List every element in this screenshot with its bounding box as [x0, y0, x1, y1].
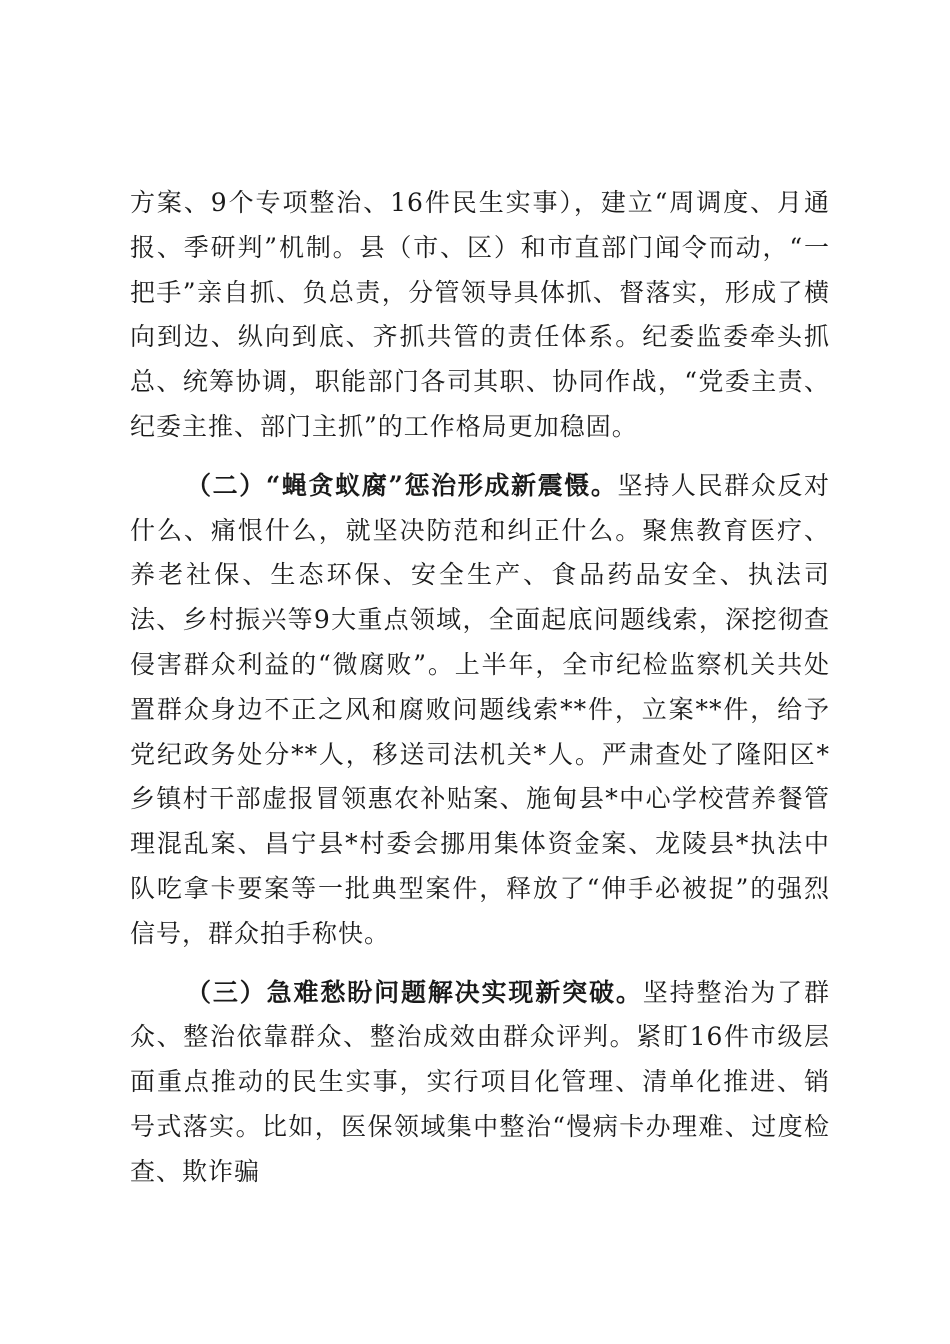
- paragraph-3-text: 坚持整治为了群众、整治依靠群众、整治成效由群众评判。紧盯16件市级层面重点推动的民生实事，实行项目化管理、清单化推进、销号式落实。比如，医保领域集中整治“慢病卡办理难、过度检查、欺诈骗: [130, 977, 830, 1186]
- paragraph-2-text: 坚持人民群众反对什么、痛恨什么，就坚决防范和纠正什么。聚焦教育医疗、养老社保、生态环保、安全生产、食品药品安全、执法司法、乡村振兴等9大重点领域，全面起底问题线索，深挖彻查侵害群众利益的“微腐败”。上半年，全市纪检监察机关共处置群众身边不正之风和腐败问题线索**件，立案**件，给予党纪政务处分**人，移送司法机关*人。严肃查处了隆阳区*乡镇村干部虚报冒领惠农补贴案、施甸县*中心学校营养餐管理混乱案、昌宁县*村委会挪用集体资金案、龙陵县*执法中队吃拿卡要案等一批典型案件，释放了“伸手必被捉”的强烈信号，群众拍手称快。: [130, 470, 830, 948]
- paragraph-2: [130, 464, 830, 957]
- section-heading-3: （三）急难愁盼问题解决实现新突破。: [186, 977, 643, 1007]
- section-heading-2: （二）“蝇贪蚁腐”惩治形成新震慑。: [186, 470, 618, 500]
- paragraph-1: [130, 181, 830, 450]
- paragraph-3: [130, 971, 830, 1195]
- document-page: [130, 181, 830, 1195]
- paragraph-1-text: 方案、9个专项整治、16件民生实事），建立“周调度、月通报、季研判”机制。县（市、区）和市直部门闻令而动，“一把手”亲自抓、负总责，分管领导具体抓、督落实，形成了横向到边、纵向到底、齐抓共管的责任体系。纪委监委牵头抓总、统筹协调，职能部门各司其职、协同作战，“党委主责、纪委主推、部门主抓”的工作格局更加稳固。: [130, 188, 830, 441]
